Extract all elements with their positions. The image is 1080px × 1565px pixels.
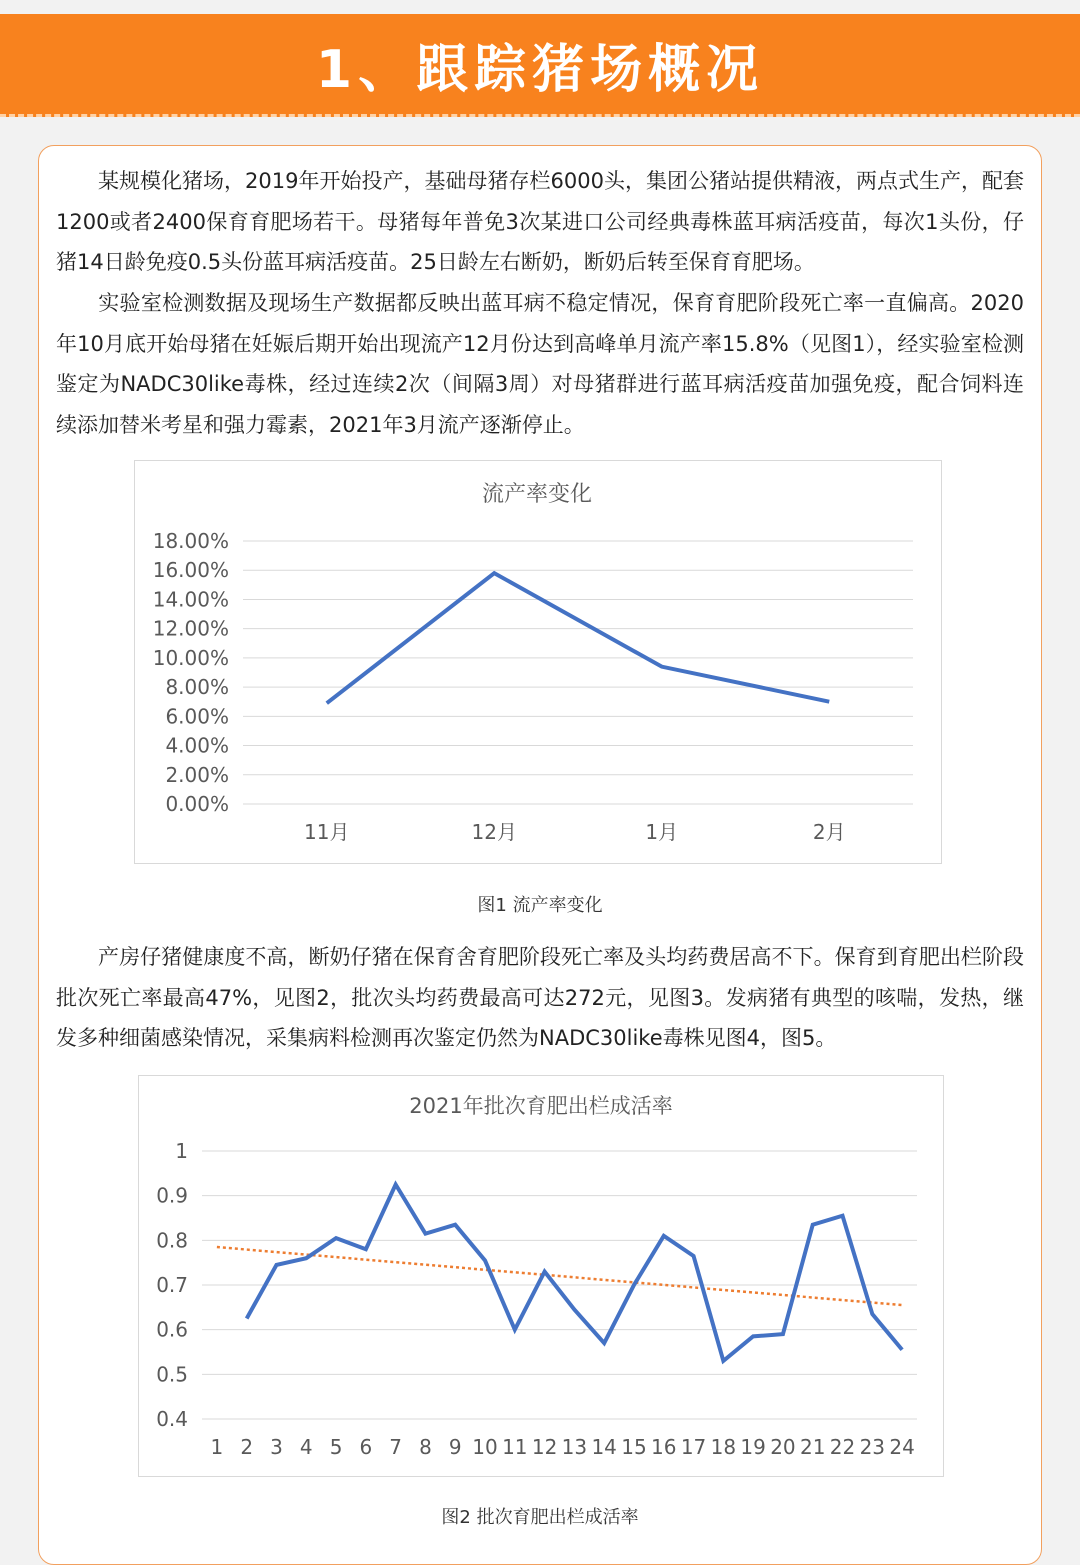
x-tick-label: 13	[562, 1435, 587, 1459]
y-tick-label: 0.6	[156, 1318, 188, 1342]
y-tick-label: 0.5	[156, 1362, 188, 1386]
x-tick-label: 8	[419, 1435, 432, 1459]
x-tick-label: 21	[800, 1435, 825, 1459]
x-tick-label: 16	[651, 1435, 676, 1459]
paragraph-2	[56, 283, 1024, 446]
series-line	[327, 573, 830, 703]
x-tick-label: 5	[330, 1435, 343, 1459]
paragraph-2-text: 实验室检测数据及现场生产数据都反映出蓝耳病不稳定情况，保育育肥阶段死亡率一直偏高。2020年10月底开始母猪在妊娠后期开始出现流产12月份达到高峰单月流产率15.8%（见图1），经实验室检测鉴定为NADC30like毒株，经过连续2次（间隔3周）对母猪群进行蓝耳病活疫苗加强免疫，配合饲料连续添加替米考星和强力霉素，2021年3月流产逐渐停止。	[56, 291, 1024, 437]
x-tick-label: 6	[359, 1435, 372, 1459]
x-tick-label: 7	[389, 1435, 402, 1459]
y-tick-label: 0.7	[156, 1273, 188, 1297]
y-tick-label: 18.00%	[153, 529, 229, 553]
x-tick-label: 15	[621, 1435, 646, 1459]
y-tick-label: 1	[175, 1139, 188, 1163]
y-tick-label: 16.00%	[153, 558, 229, 582]
paragraph-1-text: 某规模化猪场，2019年开始投产，基础母猪存栏6000头，集团公猪站提供精液，两点式生产，配套1200或者2400保育育肥场若干。母猪每年普免3次某进口公司经典毒株蓝耳病活疫苗，每次1头份，仔猪14日龄免疫0.5头份蓝耳病活疫苗。25日龄左右断奶，断奶后转至保育育肥场。	[56, 169, 1024, 274]
chart-title: 流产率变化	[482, 482, 592, 507]
x-tick-label: 10	[472, 1435, 497, 1459]
x-tick-label: 3	[270, 1435, 283, 1459]
x-tick-label: 20	[770, 1435, 795, 1459]
y-tick-label: 8.00%	[165, 675, 229, 699]
paragraph-1	[56, 161, 1024, 283]
x-tick-label: 17	[681, 1435, 706, 1459]
y-tick-label: 12.00%	[153, 617, 229, 641]
chart-title: 2021年批次育肥出栏成活率	[409, 1094, 672, 1118]
x-tick-label: 23	[860, 1435, 885, 1459]
figure-2-caption: 图2 批次育肥出栏成活率	[0, 1503, 1080, 1529]
paragraph-3-text: 产房仔猪健康度不高，断奶仔猪在保育舍育肥阶段死亡率及头均药费居高不下。保育到育肥出栏阶段批次死亡率最高47%，见图2，批次头均药费最高可达272元，见图3。发病猪有典型的咳喘，发热，继发多种细菌感染情况，采集病料检测再次鉴定仍然为NADC30like毒株见图4，图5。	[56, 945, 1024, 1050]
y-tick-label: 0.9	[156, 1184, 188, 1208]
abortion-rate-chart	[135, 461, 940, 862]
y-tick-label: 0.8	[156, 1228, 188, 1252]
x-tick-label: 12	[532, 1435, 557, 1459]
x-tick-label: 1月	[645, 820, 678, 844]
x-tick-label: 11月	[304, 820, 349, 844]
x-tick-label: 4	[300, 1435, 313, 1459]
x-tick-label: 12月	[472, 820, 517, 844]
x-tick-label: 2月	[813, 820, 846, 844]
y-tick-label: 4.00%	[165, 734, 229, 758]
y-tick-label: 0.00%	[165, 792, 229, 816]
x-tick-label: 22	[830, 1435, 855, 1459]
section-header-banner	[0, 14, 1080, 117]
survival-rate-chart	[139, 1076, 942, 1475]
y-tick-label: 14.00%	[153, 587, 229, 611]
y-tick-label: 6.00%	[165, 704, 229, 728]
x-tick-label: 2	[240, 1435, 253, 1459]
survival-rate-chart-frame	[138, 1075, 944, 1477]
abortion-rate-chart-frame	[134, 460, 942, 864]
x-tick-label: 14	[591, 1435, 616, 1459]
paragraph-3	[56, 937, 1024, 1059]
y-tick-label: 0.4	[156, 1407, 188, 1431]
x-tick-label: 18	[711, 1435, 736, 1459]
x-tick-label: 24	[889, 1435, 914, 1459]
series-line	[247, 1185, 902, 1361]
x-tick-label: 19	[740, 1435, 765, 1459]
section-title: 1、跟踪猪场概况	[316, 27, 764, 102]
y-tick-label: 2.00%	[165, 763, 229, 787]
x-tick-label: 9	[449, 1435, 462, 1459]
x-tick-label: 1	[211, 1435, 224, 1459]
y-tick-label: 10.00%	[153, 646, 229, 670]
figure-1-caption: 图1 流产率变化	[0, 891, 1080, 917]
x-tick-label: 11	[502, 1435, 527, 1459]
